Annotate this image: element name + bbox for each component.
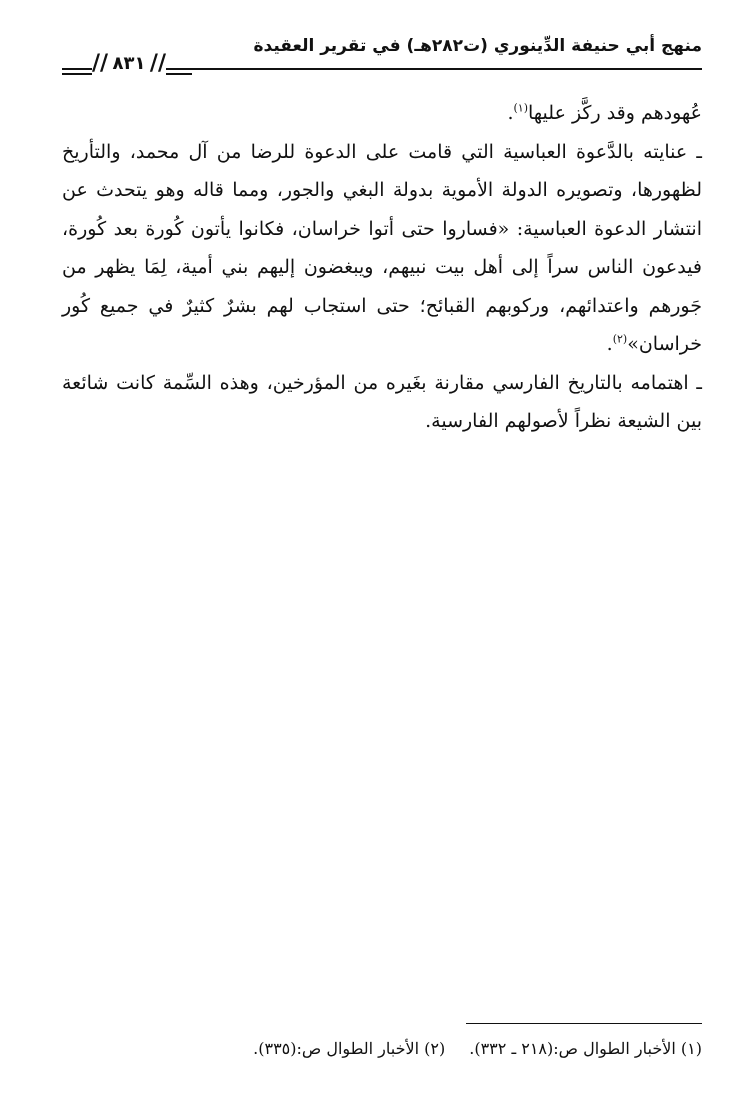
paragraph-2	[62, 133, 702, 364]
running-header	[62, 30, 702, 82]
paragraph-1-text: عُهودهم وقد ركَّز عليها	[528, 102, 702, 124]
page-number-slash-left: //	[92, 51, 109, 76]
footnotes	[62, 1036, 702, 1062]
footnote-ref-1: (١)	[513, 101, 528, 115]
header-title: منهج أبي حنيفة الدِّينوري (ت٢٨٢هـ) في تقرير العقيدة	[253, 36, 702, 56]
paragraph-2-text: ـ عنايته بالدَّعوة العباسية التي قامت على الدعوة للرضا من آل محمد، والتأريخ لظهورها، وتصويره الدولة الأموية بدولة البغي والجور، ومما قاله وهو يتحدث عن انتشار الدعوة العباسية: «فساروا حتى أتوا خراسان، فكانوا يأتون كُورة بعد كُورة، فيدعون الناس سراً إلى أهل بيت نبيهم، ويبغضون إليهم بني أمية، لِمَا يظهر من جَورهم واعتدائهم، وركوبهم القبائح؛ حتى استجاب لهم بشرٌ كثيرٌ في جميع كُور خراسان»	[62, 140, 702, 355]
paragraph-1-end: .	[507, 102, 514, 124]
footnote-ref-2: (٢)	[612, 332, 628, 346]
page-number: ٨٣١	[112, 53, 146, 74]
footnote-1: (١) الأخبار الطوال ص:(٢١٨ ـ ٣٣٢).	[469, 1039, 702, 1058]
footnote-2: (٢) الأخبار الطوال ص:(٣٣٥).	[253, 1039, 446, 1058]
footnote-separator	[466, 1023, 702, 1024]
paragraph-2-end: .	[606, 333, 613, 355]
page-number-box	[92, 50, 166, 78]
paragraph-3	[62, 364, 702, 441]
paragraph-3-text: ـ اهتمامه بالتاريخ الفارسي مقارنة بغَيره من المؤرخين، وهذه السِّمة كانت شائعة بين الشيعة نظراً لأصولهم الفارسية.	[62, 371, 702, 432]
main-text	[62, 94, 702, 441]
paragraph-1	[62, 94, 702, 133]
page-number-slash-right: //	[149, 51, 166, 76]
